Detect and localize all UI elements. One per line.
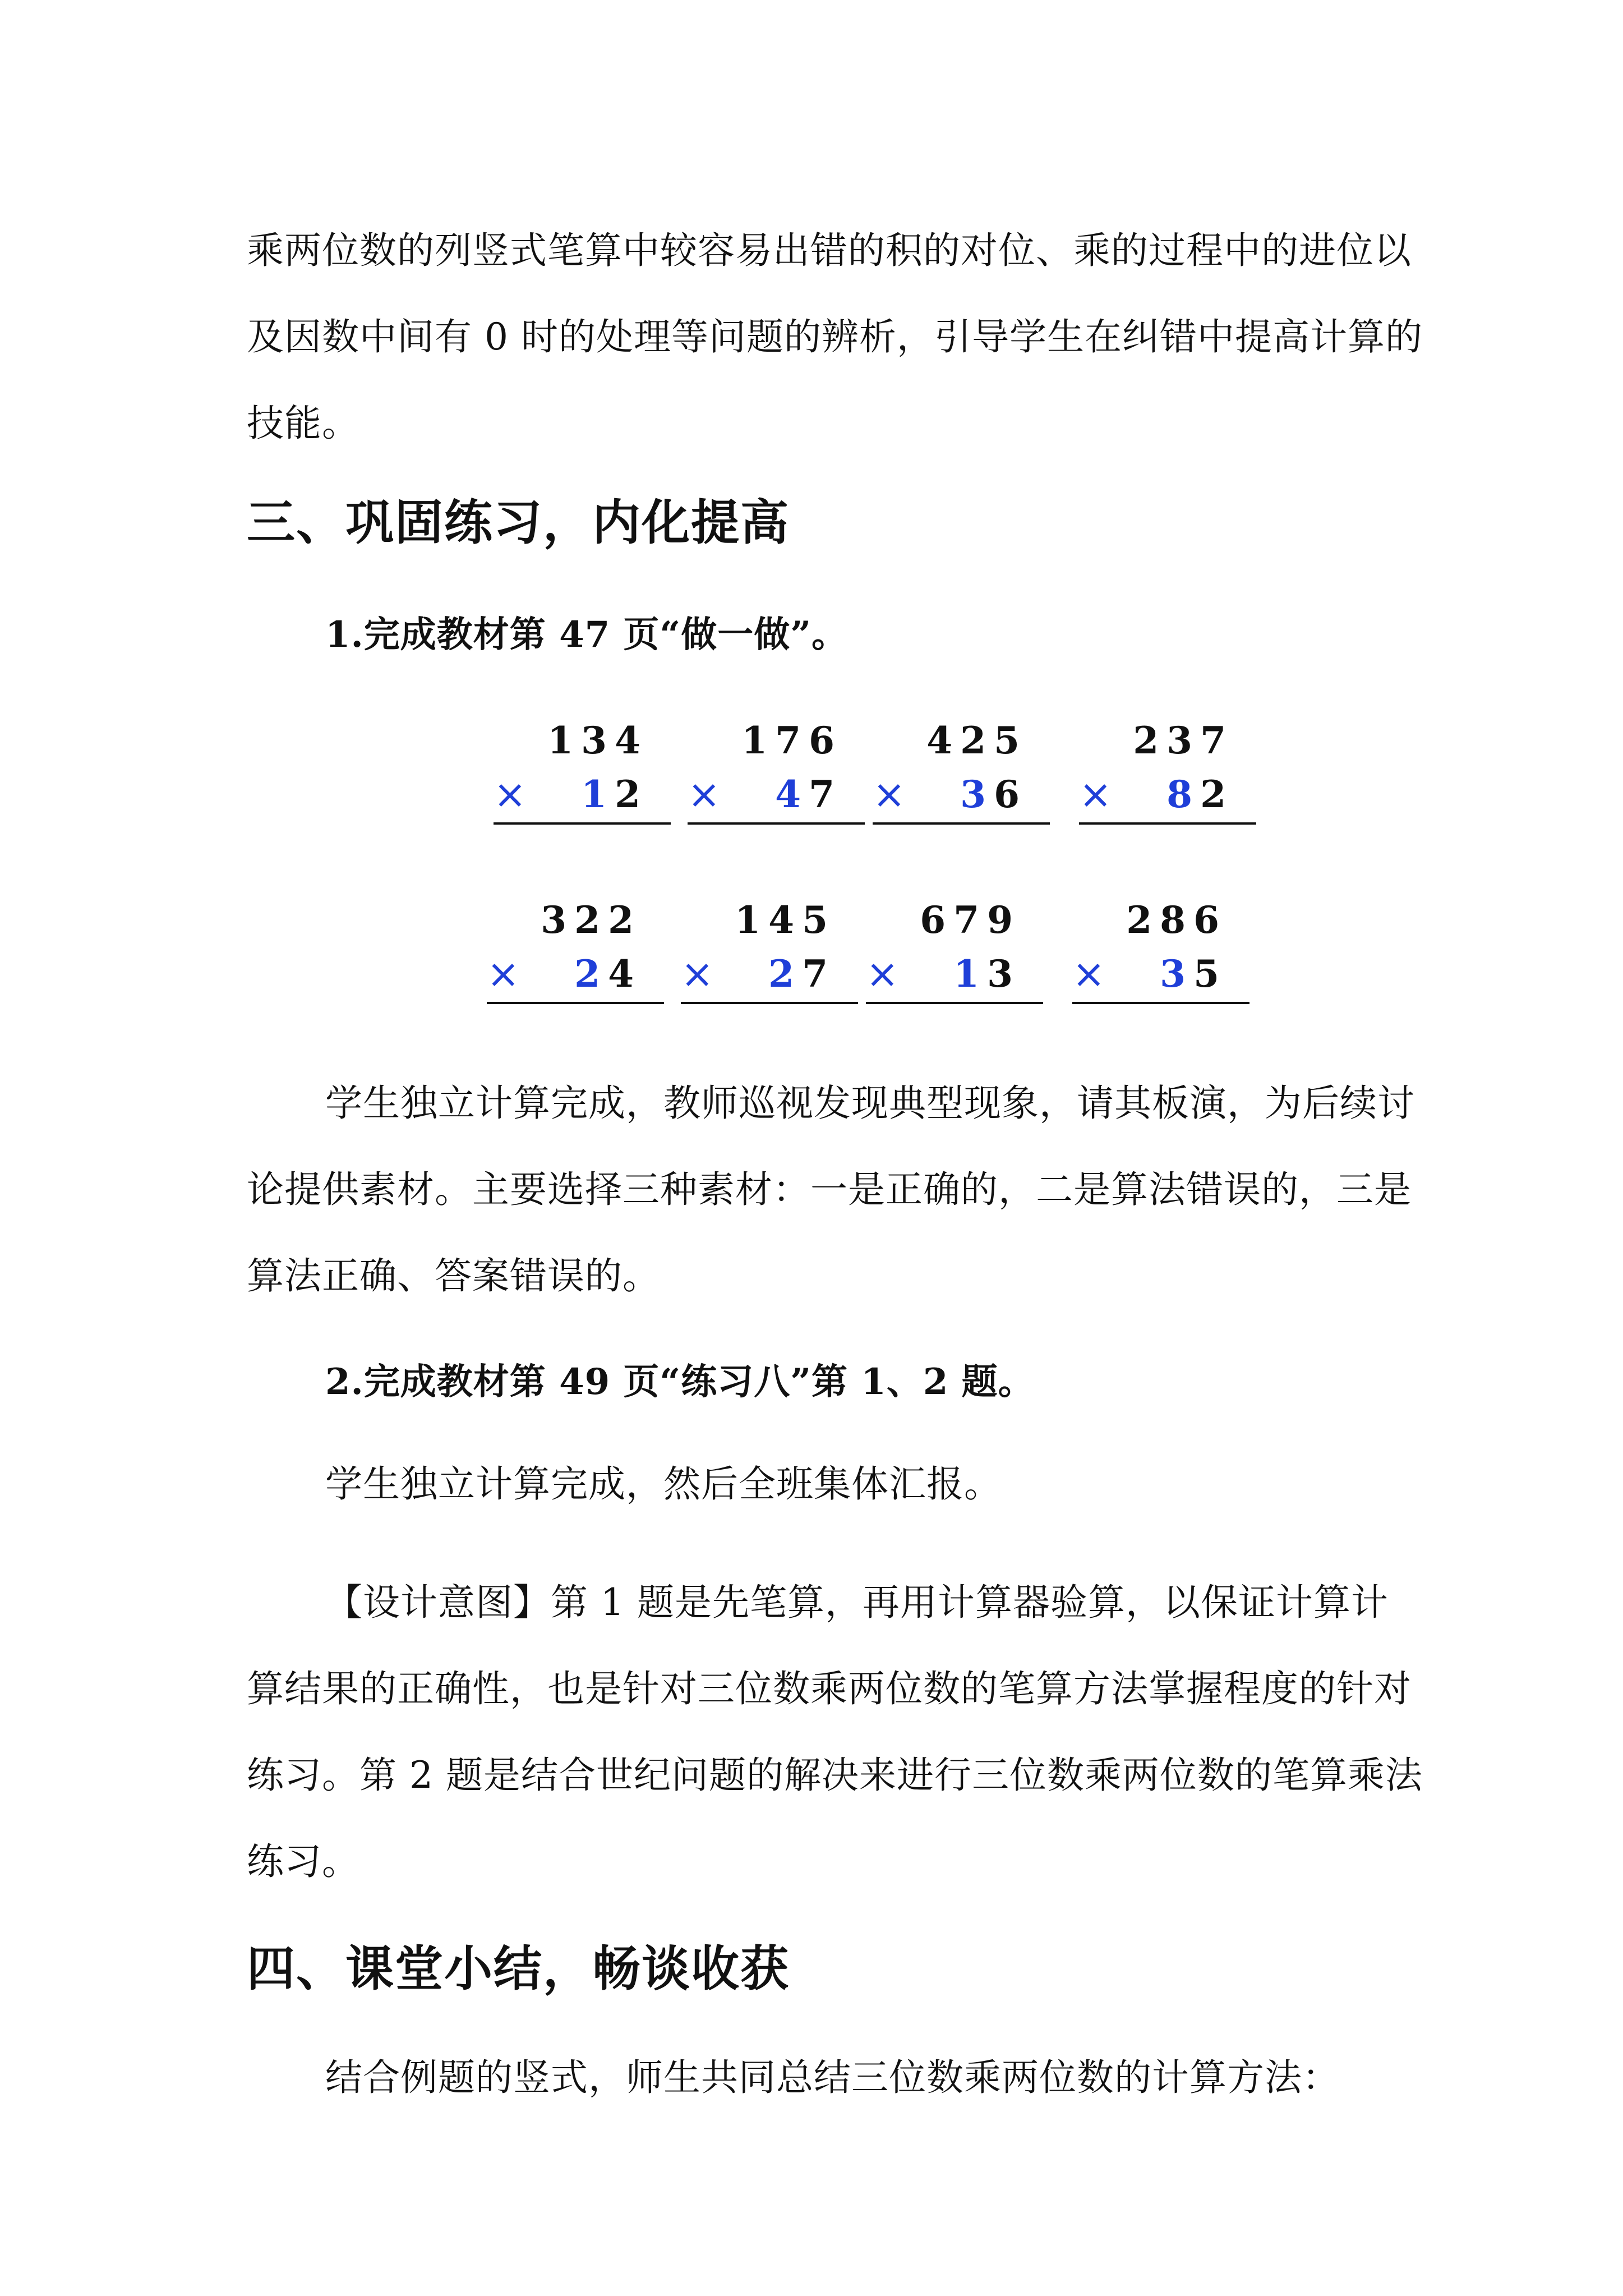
multiplication-problem-1 bbox=[494, 718, 671, 825]
multiplication-problem-7 bbox=[866, 898, 1043, 1004]
times-icon: × bbox=[688, 771, 721, 817]
multiplier bbox=[768, 951, 836, 996]
multiplier-ones: 2 bbox=[615, 772, 648, 816]
intro-block bbox=[247, 208, 1424, 467]
multiplier-tens: 1 bbox=[581, 772, 615, 816]
multiplication-problem-4 bbox=[1079, 718, 1256, 825]
multiplier-ones: 3 bbox=[987, 952, 1021, 996]
answer-line bbox=[1079, 822, 1256, 825]
multiplier bbox=[960, 772, 1027, 817]
multiplication-problem-3 bbox=[873, 718, 1050, 825]
answer-line bbox=[688, 822, 865, 825]
answer-line bbox=[866, 1002, 1043, 1004]
multiplier bbox=[775, 772, 842, 817]
multiplier-ones: 2 bbox=[1200, 772, 1234, 816]
design-intent-paragraph: 【设计意图】第 1 题是先笔算，再用计算器验算，以保证计算计算结果的正确性，也是针对三位数乘两位数的笔算方法掌握程度的针对练习。第 2 题是结合世纪问题的解决来进行三位数乘两位数的笔算乘法练习。 bbox=[247, 1581, 1423, 1883]
multiplicand: 286 bbox=[1126, 898, 1227, 942]
multiplier-ones: 5 bbox=[1193, 952, 1227, 996]
multiplicand: 134 bbox=[547, 719, 648, 762]
answer-line bbox=[681, 1002, 858, 1004]
task-2-description: 学生独立计算完成，然后全班集体汇报。 bbox=[325, 1462, 1002, 1506]
multiplication-problem-2 bbox=[688, 718, 865, 825]
multiplication-problem-8 bbox=[1072, 898, 1249, 1004]
multiplier bbox=[574, 951, 642, 996]
multiplier-ones: 7 bbox=[802, 952, 836, 996]
multiplier-tens: 3 bbox=[1160, 952, 1194, 996]
section-3-heading: 三、巩固练习，内化提高 bbox=[247, 495, 790, 551]
section-4-heading: 四、课堂小结，畅谈收获 bbox=[247, 1941, 790, 1997]
multiplicand: 237 bbox=[1133, 719, 1234, 762]
task-1-title: 1.完成教材第 47 页“做一做”。 bbox=[325, 614, 849, 656]
multiplier bbox=[1166, 772, 1234, 817]
multiplier-tens: 2 bbox=[768, 952, 803, 996]
multiplier-tens: 3 bbox=[960, 772, 994, 816]
times-icon: × bbox=[1079, 771, 1112, 817]
task-2-title: 2.完成教材第 49 页“练习八”第 1、2 题。 bbox=[325, 1361, 1035, 1403]
multiplier-ones: 6 bbox=[994, 772, 1027, 816]
times-icon: × bbox=[866, 951, 899, 997]
multiplier-tens: 8 bbox=[1166, 772, 1201, 816]
answer-line bbox=[1072, 1002, 1249, 1004]
times-icon: × bbox=[494, 771, 527, 817]
times-icon: × bbox=[487, 951, 520, 997]
times-icon: × bbox=[681, 951, 714, 997]
multiplication-problem-6 bbox=[681, 898, 858, 1004]
multiplier-ones: 4 bbox=[608, 952, 642, 996]
task-1-description: 学生独立计算完成，教师巡视发现典型现象，请其板演，为后续讨论提供素材。主要选择三种素材：一是正确的，二是算法错误的，三是算法正确、答案错误的。 bbox=[247, 1082, 1415, 1297]
answer-line bbox=[487, 1002, 664, 1004]
multiplier-tens: 4 bbox=[775, 772, 809, 816]
multiplier-tens: 2 bbox=[574, 952, 608, 996]
multiplier bbox=[581, 772, 648, 817]
answer-line bbox=[494, 822, 671, 825]
answer-line bbox=[873, 822, 1050, 825]
task-1-description-block bbox=[247, 1060, 1424, 1319]
design-intent-block bbox=[247, 1559, 1424, 1905]
times-icon: × bbox=[1072, 951, 1105, 997]
multiplier bbox=[953, 951, 1021, 996]
multiplicand: 176 bbox=[741, 719, 842, 762]
multiplication-problem-5 bbox=[487, 898, 664, 1004]
intro-paragraph: 乘两位数的列竖式笔算中较容易出错的积的对位、乘的过程中的进位以及因数中间有 0 时的处理等问题的辨析，引导学生在纠错中提高计算的技能。 bbox=[247, 229, 1423, 445]
multiplier bbox=[1160, 951, 1227, 996]
multiplicand: 322 bbox=[541, 898, 642, 942]
multiplier-ones: 7 bbox=[809, 772, 842, 816]
times-icon: × bbox=[873, 771, 906, 817]
multiplier-tens: 1 bbox=[953, 952, 988, 996]
multiplicand: 679 bbox=[920, 898, 1021, 942]
multiplicand: 425 bbox=[926, 719, 1027, 762]
summary-line: 结合例题的竖式，师生共同总结三位数乘两位数的计算方法： bbox=[325, 2056, 1340, 2099]
multiplicand: 145 bbox=[735, 898, 836, 942]
